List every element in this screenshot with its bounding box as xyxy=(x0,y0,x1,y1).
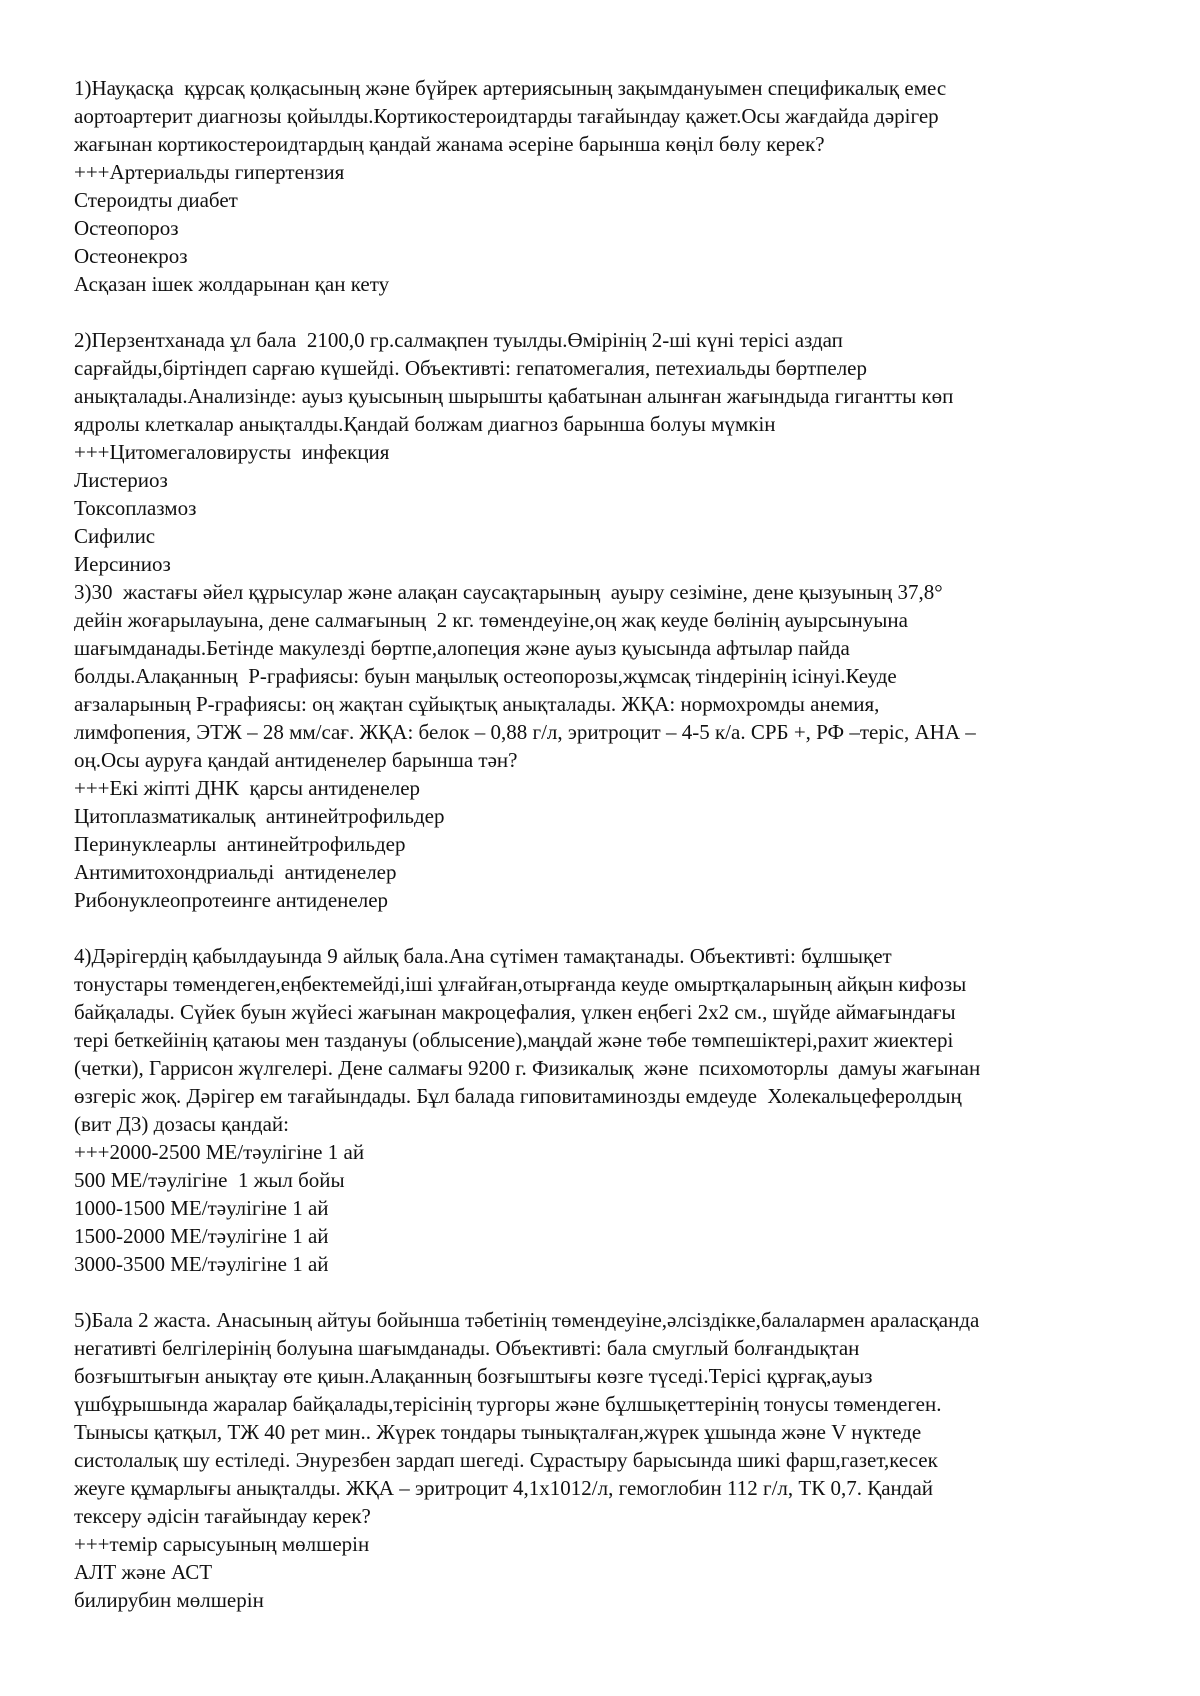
answer-option: Остеопороз xyxy=(74,216,179,240)
answer-option: АЛТ және АСТ xyxy=(74,1560,213,1584)
blank-line xyxy=(74,1278,1144,1306)
answer-option: Перинуклеарлы антинейтрофильдер xyxy=(74,832,406,856)
question-4 xyxy=(74,942,1144,1278)
answer-option: +++Цитомегаловирусты инфекция xyxy=(74,440,390,464)
blank-line xyxy=(74,914,1144,942)
question-stem: 2)Перзентханада ұл бала 2100,0 гр.салмақпен туылды.Өмірінің 2-ші күні терісі аздап сарғайды,біртіндеп сарғаю күшейді. Объективті: гепатомегалия, петехиальды бөртпелер анықталады.Анализінде: ауыз қуысының шырышты қабатынан алынған жағындыда гигантты көп ядролы клеткалар анықталды.Қандай болжам диагноз барынша болуы мүмкін xyxy=(74,328,954,436)
question-stem: 1)Науқасқа құрсақ қолқасының және бүйрек артериясының зақымдануымен спецификалық емес аортоартерит диагнозы қойылды.Кортикостероидтарды тағайындау қажет.Осы жағдайда дәрігер жағынан кортикостероидтардың қандай жанама әсеріне барынша көңіл бөлу керек? xyxy=(74,76,947,156)
question-stem: 3)30 жастағы әйел құрысулар және алақан саусақтарының ауыру сезіміне, дене қызуының 37,8° дейін жоғарылауына, дене салмағының 2 кг. төмендеуіне,оң жақ кеуде бөлінің ауырсынуына шағымданады.Бетінде макулезді бөртпе,алопеция және ауыз қуысында афтылар пайда болды.Алақанның Р-графиясы: буын маңылық остеопорозы,жұмсақ тіндерінің ісінуі.Кеуде ағзаларының Р-графиясы: оң жақтан сұйықтық анықталады. ЖҚА: нормохромды анемия, лимфопения, ЭТЖ – 28 мм/сағ. ЖҚА: белок – 0,88 г/л, эритроцит – 4-5 к/а. СРБ +, РФ –теріс, АНА – оң.Осы ауруға қандай антиденелер барынша тән? xyxy=(74,580,976,772)
question-stem: 5)Бала 2 жаста. Анасының айтуы бойынша тәбетінің төмендеуіне,әлсіздікке,балалармен араласқанда негативті белгілерінің болуына шағымданады. Объективті: бала смуглый болғандықтан бозғыштығын анықтау өте қиын.Алақанның бозғыштығы көзге түседі.Терісі құрғақ,ауыз үшбұрышында жаралар байқалады,терісінің тургоры және бұлшықеттерінің тонусы төмендеген. Тынысы қатқыл, ТЖ 40 рет мин.. Жүрек тондары тынықталған,жүрек ұшында және V нүктеде систолалық шу естіледі. Энурезбен зардап шегеді. Сұрастыру барысында шикі фарш,газет,кесек жеуге құмарлығы анықталды. ЖҚА – эритроцит 4,1х1012/л, гемоглобин 112 г/л, ТК 0,7. Қандай тексеру әдісін тағайындау керек? xyxy=(74,1308,980,1528)
answer-option: +++Артериальды гипертензия xyxy=(74,160,345,184)
answer-option: +++Екі жіпті ДНК қарсы антиденелер xyxy=(74,776,421,800)
question-5 xyxy=(74,1306,1144,1614)
question-2 xyxy=(74,326,1144,578)
answer-option: билирубин мөлшерін xyxy=(74,1588,264,1612)
answer-option: Иерсиниоз xyxy=(74,552,171,576)
question-3 xyxy=(74,578,1144,914)
answer-option: 1000-1500 МЕ/тәулігіне 1 ай xyxy=(74,1196,329,1220)
answer-option: Стероидты диабет xyxy=(74,188,238,212)
answer-option: Токсоплазмоз xyxy=(74,496,197,520)
answer-option: Сифилис xyxy=(74,524,156,548)
answer-option: Антимитохондриальді антиденелер xyxy=(74,860,397,884)
answer-option: Остеонекроз xyxy=(74,244,188,268)
answer-option: 500 МЕ/тәулігіне 1 жыл бойы xyxy=(74,1168,345,1192)
answer-option: 1500-2000 МЕ/тәулігіне 1 ай xyxy=(74,1224,329,1248)
answer-option: Рибонуклеопротеинге антиденелер xyxy=(74,888,389,912)
question-1 xyxy=(74,74,1144,298)
answer-option: +++темір сарысуының мөлшерін xyxy=(74,1532,370,1556)
blank-line xyxy=(74,298,1144,326)
answer-option: 3000-3500 МЕ/тәулігіне 1 ай xyxy=(74,1252,329,1276)
answer-option: +++2000-2500 МЕ/тәулігіне 1 ай xyxy=(74,1140,365,1164)
document-page xyxy=(74,74,1144,1614)
answer-option: Цитоплазматикалық антинейтрофильдер xyxy=(74,804,445,828)
answer-option: Асқазан ішек жолдарынан қан кету xyxy=(74,272,390,296)
answer-option: Листериоз xyxy=(74,468,168,492)
question-stem: 4)Дәрігердің қабылдауында 9 айлық бала.Ана сүтімен тамақтанады. Объективті: бұлшықет тонустары төмендеген,еңбектемейді,іші ұлғайған,отырғанда кеуде омыртқаларының айқын кифозы байқалады. Сүйек буын жүйесі жағынан макроцефалия, үлкен еңбегі 2х2 см., шүйде аймағындағы тері беткейінің қатаюы мен таздануы (облысение),маңдай және төбе төмпешіктері,рахит жиектері (четки), Гаррисон жүлгелері. Дене салмағы 9200 г. Физикалық және психомоторлы дамуы жағынан өзгеріс жоқ. Дәрігер ем тағайындады. Бұл балада гиповитаминозды емдеуде Холекальцеферолдың (вит Д3) дозасы қандай: xyxy=(74,944,981,1136)
